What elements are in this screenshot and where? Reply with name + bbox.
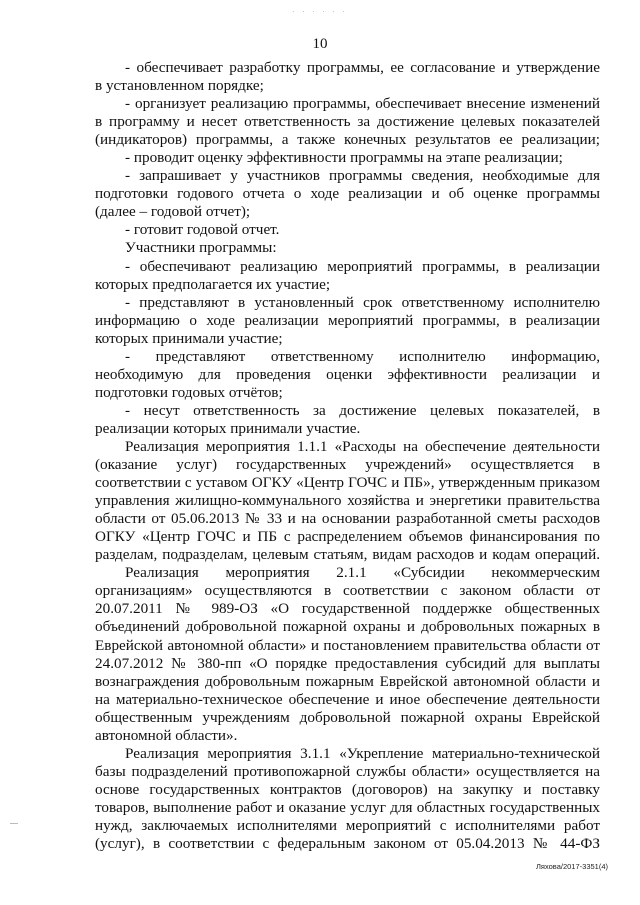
text-line: (услуг), в соответствии с федеральным законом от 05.04.2013 № 44-ФЗ — [95, 835, 600, 853]
text-line: базы подразделений противопожарной службы области» осуществляется на — [95, 762, 600, 780]
text-line: - несут ответственность за достижение целевых показателей, в — [125, 401, 600, 419]
text-line: 20.07.2011 № 989-ОЗ «О государственной поддержке общественных — [95, 600, 600, 618]
text-line: необходимую для проведения оценки эффективности реализации и — [95, 365, 600, 383]
text-line: Еврейской автономной области» и постановлением правительства области от — [95, 636, 600, 654]
text-line: Реализация мероприятия 1.1.1 «Расходы на обеспечение деятельности — [125, 437, 600, 455]
text-line: вознаграждения добровольным пожарным Еврейской автономной области и — [95, 672, 600, 690]
text-line: подготовки годового отчета о ходе реализации и об оценке программы — [95, 185, 600, 203]
text-line: информацию о ходе реализации мероприятий программы, в реализации — [95, 311, 600, 329]
text-line: основе государственных контрактов (договоров) на закупку и поставку — [95, 780, 600, 798]
text-line: автономной области». — [95, 726, 238, 744]
text-line: - представляют ответственному исполнителю информацию, — [125, 347, 600, 365]
text-line: управления жилищно-коммунального хозяйства и энергетики правительства — [95, 492, 600, 510]
text-line: Участники программы: — [125, 239, 277, 257]
text-line: организациям» осуществляются в соответствии с законом области от — [95, 582, 600, 600]
text-line: которых предполагается их участие; — [95, 275, 331, 293]
text-line: области от 05.06.2013 № 33 и на основании разработанной сметы расходов — [95, 510, 600, 528]
text-line: - проводит оценку эффективности программы на этапе реализации; — [125, 149, 563, 167]
text-line: нужд, заключаемых исполнителями мероприятий с исполнителями работ — [95, 816, 600, 834]
text-line: (далее – годовой отчет); — [95, 203, 251, 221]
text-line: разделам, подразделам, целевым статьям, видам расходов и кодам операций. — [95, 546, 600, 564]
footer-document-code: Ляхова/2017-3351(4) — [535, 862, 608, 871]
text-line: в установленном порядке; — [95, 77, 264, 95]
text-line: подготовки годовых отчётов; — [95, 383, 283, 401]
text-line: - представляют в установленный срок ответственному исполнителю — [125, 293, 600, 311]
text-line: (оказание услуг) государственных учреждений» осуществляется в — [95, 456, 600, 474]
text-line: - запрашивает у участников программы сведения, необходимые для — [125, 167, 600, 185]
text-line: 24.07.2012 № 380-пп «О порядке предоставления субсидий для выплаты — [95, 654, 600, 672]
text-line: - обеспечивает разработку программы, ее согласование и утверждение — [125, 59, 600, 76]
text-line: Реализация мероприятия 3.1.1 «Укрепление материально-технической — [125, 744, 600, 762]
text-line: (индикаторов) программы, а также конечных результатов ее реализации; — [95, 131, 600, 149]
scan-artifact: · · · · · · — [292, 8, 348, 16]
text-line: объединений добровольной пожарной охраны и добровольных пожарных в — [95, 618, 600, 636]
text-line: на материально-техническое обеспечение и иное обеспечение деятельности — [95, 690, 600, 708]
text-line: реализации которых принимали участие. — [95, 419, 361, 437]
text-line: - готовит годовой отчет. — [125, 221, 280, 239]
document-body — [95, 59, 600, 853]
text-line: общественным учреждениям добровольной пожарной охраны Еврейской — [95, 708, 600, 726]
text-line: ОГКУ «Центр ГОЧС и ПБ с распределением объемов финансирования по — [95, 528, 600, 546]
text-line: которых принимали участие; — [95, 329, 283, 347]
page-number: 10 — [312, 36, 328, 52]
text-line: в программу и несет ответственность за достижение целевых показателей — [95, 113, 600, 131]
text-line: соответствии с уставом ОГКУ «Центр ГОЧС и ПБ», утвержденным приказом — [95, 474, 600, 492]
text-line: - организует реализацию программы, обеспечивает внесение изменений — [125, 95, 600, 113]
text-line: - обеспечивают реализацию мероприятий программы, в реализации — [125, 257, 600, 275]
text-line: Реализация мероприятия 2.1.1 «Субсидии некоммерческим — [125, 564, 600, 582]
text-line: товаров, выполнение работ и оказание услуг для областных государственных — [95, 798, 600, 816]
margin-mark — [10, 823, 18, 824]
